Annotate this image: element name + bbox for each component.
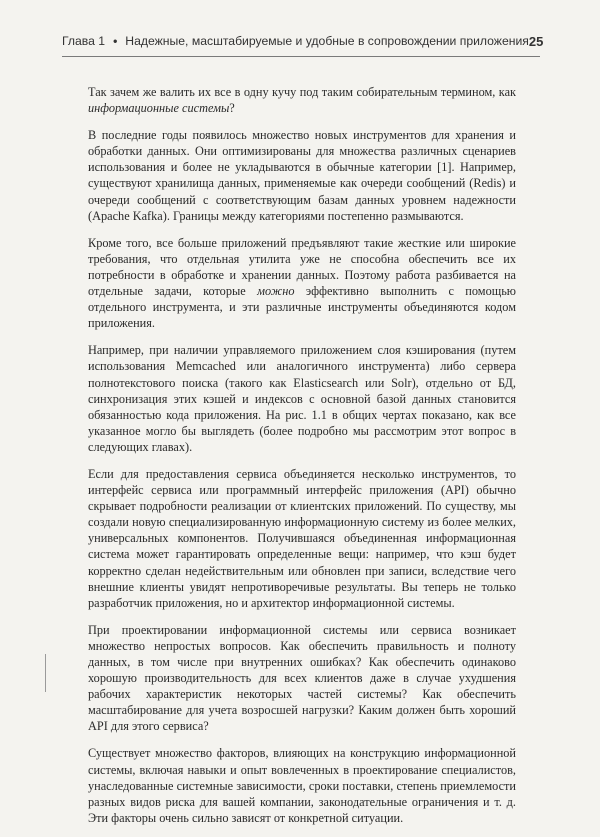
header-bullet: • xyxy=(113,34,118,48)
paragraph-3 xyxy=(88,235,516,332)
paragraph-7: Существует множество факторов, влияющих на конструкцию информационной системы, включая навыки и опыт вовлеченных в проектирование специалистов, унаследованные системные зависимости, сроки поставки, степень приемлемости разных видов риска для вашей компании, законодательные ограничения и т. д. Эти факторы очень сильно зависят от конкретной ситуации. xyxy=(88,746,516,825)
paragraph-4: Например, при наличии управляемого приложением слоя кэширования (путем использования Memcached или аналогичного инструмента) либо сервера полнотекстового поиска (такого как Elasticsearch или Solr), отдельно от БД, синхронизация этих кэшей и индексов с основной базой данных становится обязанностью кода приложения. На рис. 1.1 в общих чертах показано, как все указанное могло бы выглядеть (более подробно мы рассмотрим этот вопрос в следующих главах). xyxy=(88,343,516,454)
paragraph-1-text: Так зачем же валить их все в одну кучу под таким собирательным термином, как xyxy=(88,85,516,99)
paragraph-1-end: ? xyxy=(229,101,235,116)
margin-mark xyxy=(45,654,46,692)
paragraph-3-end: эффективно выполнить с помощью отдельного инструмента, и эти различные инструменты объединяются кодом приложения. xyxy=(88,284,516,331)
chapter-title: Надежные, масштабируемые и удобные в сопровождении приложения xyxy=(125,34,529,48)
running-header xyxy=(62,34,544,56)
page-number: 25 xyxy=(528,34,544,49)
emphasis-can: можно xyxy=(257,284,295,299)
paragraph-6: При проектировании информационной системы или сервиса возникает множество непростых вопросов. Как обеспечить правильность и полноту данных, в том числе при внутренних ошибках? Как обеспечить одинаково хорошую производительность для всех клиентов даже в случае ухудшения рабочих характеристик некоторых частей системы? Как обеспечить масштабирование для учета возросшей нагрузки? Каким должен быть хороший API для этого сервиса? xyxy=(88,622,516,734)
term-information-systems: информационные системы xyxy=(88,101,230,116)
header-divider xyxy=(62,56,540,57)
body-text xyxy=(88,84,516,837)
paragraph-1 xyxy=(88,84,516,116)
paragraph-5: Если для предоставления сервиса объединяется несколько инструментов, то интерфейс сервиса или программный интерфейс приложения (API) обычно скрывает подробности реализации от клиентских приложений. По существу, мы создали новую специализированную информационную систему из более мелких, универсальных компонентов. Получившаяся объединенная информационная система может гарантировать определенные вещи: например, что кэш будет корректно сделан недействительным или обновлен при записи, вследствие чего внешние клиенты увидят непротиворечивые результаты. Вы теперь не только разработчик приложения, но и архитектор информационной системы. xyxy=(88,466,516,610)
header-left xyxy=(62,34,529,48)
paragraph-2: В последние годы появилось множество новых инструментов для хранения и обработки данных. Они оптимизированы для множества различных сценариев использования и более не укладываются в обычные категории [1]. Например, существуют хранилища данных, применяемые как очереди сообщений (Redis) и очереди сообщений с соответствующим базам данных уровнем надежности (Apache Kafka). Границы между категориями постепенно размываются. xyxy=(88,128,516,223)
chapter-label: Глава 1 xyxy=(62,34,106,48)
paragraph-3-text: Кроме того, все больше приложений предъявляют такие жесткие или широкие требования, что отдельная утилита уже не способна обеспечить все их потребности в обработке и хранении данных. Поэтому работа разбивается на отдельные задачи, которые xyxy=(88,235,516,299)
